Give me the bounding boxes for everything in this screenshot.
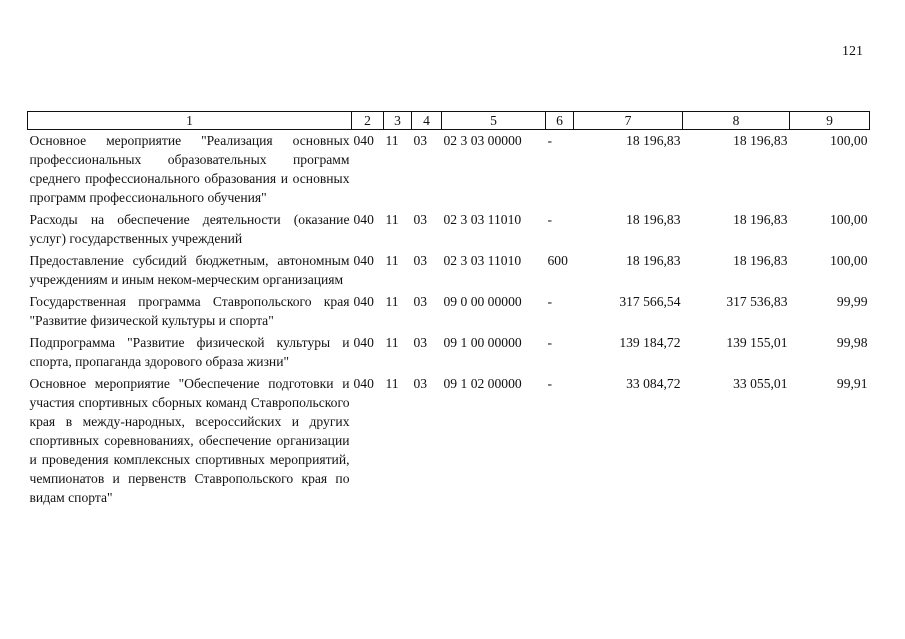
- cell-subsection: 03: [413, 133, 428, 148]
- cell-target-article: 02 3 03 00000: [443, 133, 522, 148]
- cell-ministry-code: 040: [353, 253, 374, 268]
- page-number: 121: [842, 44, 863, 59]
- cell-ministry-code: 040: [353, 294, 374, 309]
- cell-section: 11: [385, 133, 399, 148]
- table-row: [28, 210, 870, 251]
- column-header: 8: [683, 112, 790, 130]
- cell-subsection: 03: [413, 294, 428, 309]
- cell-plan: 317 566,54: [619, 294, 681, 309]
- row-name: Предоставление субсидий бюджетным, автономным учреждениям и иным неком-мерческим организациям: [29, 253, 350, 287]
- column-header: 6: [546, 112, 574, 130]
- table-row: [28, 374, 870, 510]
- column-header: 7: [574, 112, 683, 130]
- row-name: Основное мероприятие "Обеспечение подготовки и участия спортивных сборных команд Ставропольского края в между-народных, всероссийских и других спортивных соревнованиях, обеспечение организации и проведения комплексных спортивных мероприятий, чемпионатов и первенств Ставропольского края по видам спорта": [29, 376, 350, 505]
- cell-actual: 18 196,83: [733, 133, 788, 148]
- cell-ministry-code: 040: [353, 133, 374, 148]
- cell-subsection: 03: [413, 253, 428, 268]
- table-row: [28, 130, 870, 211]
- cell-section: 11: [385, 376, 399, 391]
- column-header: 2: [352, 112, 384, 130]
- cell-target-article: 09 0 00 00000: [443, 294, 522, 309]
- cell-target-article: 09 1 02 00000: [443, 376, 522, 391]
- header-row: [28, 112, 870, 130]
- cell-expense-type: -: [547, 294, 553, 309]
- cell-percent: 100,00: [830, 133, 868, 148]
- column-header: 3: [384, 112, 412, 130]
- cell-section: 11: [385, 212, 399, 227]
- cell-actual: 317 536,83: [726, 294, 788, 309]
- cell-percent: 99,99: [836, 294, 868, 309]
- cell-target-article: 09 1 00 00000: [443, 335, 522, 350]
- table-row: [28, 292, 870, 333]
- cell-percent: 100,00: [830, 212, 868, 227]
- cell-subsection: 03: [413, 212, 428, 227]
- cell-plan: 139 184,72: [619, 335, 681, 350]
- cell-expense-type: -: [547, 335, 553, 350]
- cell-ministry-code: 040: [353, 212, 374, 227]
- row-name: Подпрограмма "Развитие физической культуры и спорта, пропаганда здорового образа жизни": [29, 335, 350, 369]
- cell-actual: 18 196,83: [733, 253, 788, 268]
- cell-actual: 33 055,01: [733, 376, 788, 391]
- column-header: 9: [790, 112, 870, 130]
- cell-plan: 33 084,72: [626, 376, 681, 391]
- cell-subsection: 03: [413, 376, 428, 391]
- cell-ministry-code: 040: [353, 376, 374, 391]
- column-header: 1: [28, 112, 352, 130]
- cell-plan: 18 196,83: [626, 133, 681, 148]
- cell-ministry-code: 040: [353, 335, 374, 350]
- cell-subsection: 03: [413, 335, 428, 350]
- cell-plan: 18 196,83: [626, 212, 681, 227]
- row-name: Основное мероприятие "Реализация основных профессиональных образовательных программ среднего профессионального образования и основных программ профессионального обучения": [29, 133, 350, 205]
- cell-percent: 99,91: [836, 376, 868, 391]
- cell-actual: 18 196,83: [733, 212, 788, 227]
- cell-plan: 18 196,83: [626, 253, 681, 268]
- table-row: [28, 251, 870, 292]
- row-name: Расходы на обеспечение деятельности (оказание услуг) государственных учреждений: [29, 212, 350, 246]
- cell-actual: 139 155,01: [726, 335, 788, 350]
- table-header: [28, 112, 870, 130]
- cell-expense-type: -: [547, 376, 553, 391]
- budget-table: [27, 111, 870, 510]
- cell-section: 11: [385, 253, 399, 268]
- cell-percent: 100,00: [830, 253, 868, 268]
- cell-section: 11: [385, 294, 399, 309]
- table-row: [28, 333, 870, 374]
- cell-expense-type: -: [547, 212, 553, 227]
- cell-section: 11: [385, 335, 399, 350]
- row-name: Государственная программа Ставропольского края "Развитие физической культуры и спорта": [29, 294, 350, 328]
- column-header: 4: [412, 112, 442, 130]
- cell-expense-type: -: [547, 133, 553, 148]
- cell-percent: 99,98: [836, 335, 868, 350]
- cell-target-article: 02 3 03 11010: [443, 253, 522, 268]
- column-header: 5: [442, 112, 546, 130]
- cell-target-article: 02 3 03 11010: [443, 212, 522, 227]
- cell-expense-type: 600: [547, 253, 568, 268]
